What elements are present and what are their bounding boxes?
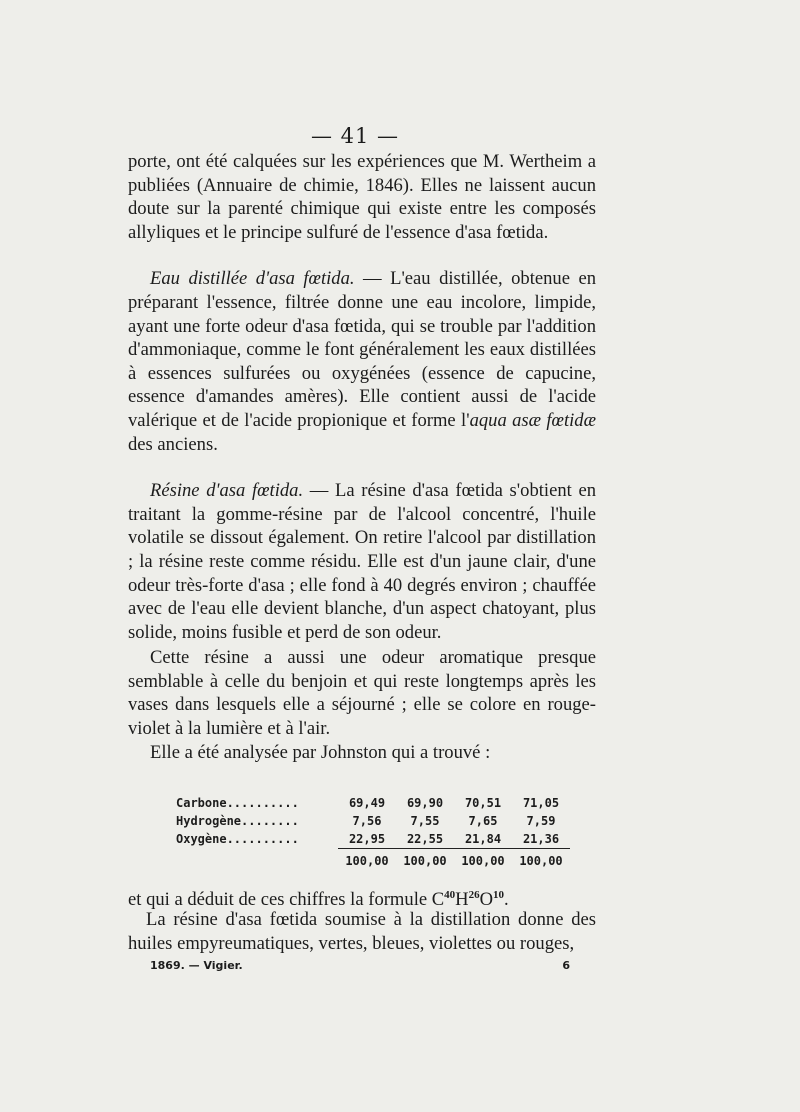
formula-o-count: 10 [493, 889, 505, 901]
footer-signature: 1869. — Vigier. [150, 959, 243, 972]
table-cell: 22,55 [406, 832, 444, 846]
paragraph-resine [128, 479, 596, 644]
table-cell: 7,56 [352, 814, 382, 828]
total-cell: 100,00 [338, 849, 396, 871]
table-cell: 70,51 [464, 796, 502, 810]
section-title-resine: Résine d'asa fœtida. [150, 480, 304, 502]
table-cell: 21,84 [464, 832, 502, 846]
paragraph-eau-distillee-end: des anciens. [128, 433, 218, 455]
table-cell: 7,59 [526, 814, 556, 828]
section-title-eau-distillee: Eau distillée d'asa fœtida. [150, 268, 355, 290]
total-cell: 100,00 [512, 849, 570, 871]
total-cell: 100,00 [396, 849, 454, 871]
formula-h-count: 26 [468, 889, 480, 901]
table-cell: 69,90 [406, 796, 444, 810]
footer-sheet-number: 6 [562, 959, 570, 972]
body-text [128, 150, 596, 764]
paragraph-eau-distillee [128, 267, 596, 456]
total-cell: 100,00 [454, 849, 512, 871]
formula-o: O [479, 889, 494, 910]
paragraph-1: porte, ont été calquées sur les expériences que M. Wertheim a publiées (Annuaire de chimie, 1846). Elles ne laissent aucun doute sur la parenté chimique qui existe entre les composés allyliques et le principe sulfuré de l'essence d'asa fœtida. [128, 151, 596, 243]
row-label: Oxygène.......... [176, 832, 299, 847]
formula-text: et qui a déduit de ces chiffres la formule C [128, 889, 445, 910]
table-cell: 69,49 [348, 796, 386, 810]
row-label: Carbone.......... [176, 796, 299, 810]
page-number: — 41 — [310, 124, 400, 148]
analysis-table [176, 794, 570, 870]
paragraph-eau-distillee-text: — L'eau distillée, obtenue en préparant l'essence, filtrée donne une eau incolore, limpide, ayant une forte odeur d'asa fœtida, qui se trouble par l'addition d'ammoniaque, comme le font généralement les eaux distillées à essences sulfurées ou oxygénées (essence de capucine, essence d'amandes amères). Elle contient aussi de l'acide valérique et de l'acide propionique et forme l' [128, 268, 596, 431]
table-row [176, 830, 570, 849]
table-total-row [176, 849, 570, 871]
table-cell: 71,05 [522, 796, 560, 810]
table-cell: 7,55 [410, 814, 440, 828]
latin-term: aqua asæ fœtidæ [469, 409, 596, 431]
table-row [176, 812, 570, 830]
paragraph-distillation-text: La résine d'asa fœtida soumise à la distillation donne des huiles empyreumatiques, vertes, bleues, violettes ou rouges, [128, 909, 596, 954]
paragraph-johnston: Elle a été analysée par Johnston qui a trouvé : [150, 741, 491, 763]
paragraph-resine-text: — La résine d'asa fœtida s'obtient en traitant la gomme-résine par de l'alcool concentré, l'huile volatile se dissout également. On retire l'alcool par distillation ; la résine reste comme résidu. Elle est d'un jaune clair, d'une odeur très-forte d'asa ; elle fond à 40 degrés environ ; chauffée avec de l'eau elle devient blanche, d'un aspect chatoyant, plus solide, moins fusible et perd de son odeur. [128, 480, 596, 643]
paragraph-distillation [128, 908, 596, 955]
table-cell: 21,36 [522, 832, 560, 846]
table-row [176, 794, 570, 812]
formula-end: . [504, 889, 509, 910]
formula-h: H [455, 889, 469, 910]
paragraph-odeur: Cette résine a aussi une odeur aromatique presque semblable à celle du benjoin et qui reste longtemps après les vases dans lesquels elle a séjourné ; elle se colore en rouge-violet à la lumière et à l'air. [128, 647, 596, 740]
formula-c-count: 40 [444, 889, 456, 901]
table-cell: 7,65 [468, 814, 498, 828]
table-cell: 22,95 [348, 832, 386, 846]
row-label: Hydrogène........ [176, 814, 299, 828]
total-label-spacer [176, 849, 338, 871]
